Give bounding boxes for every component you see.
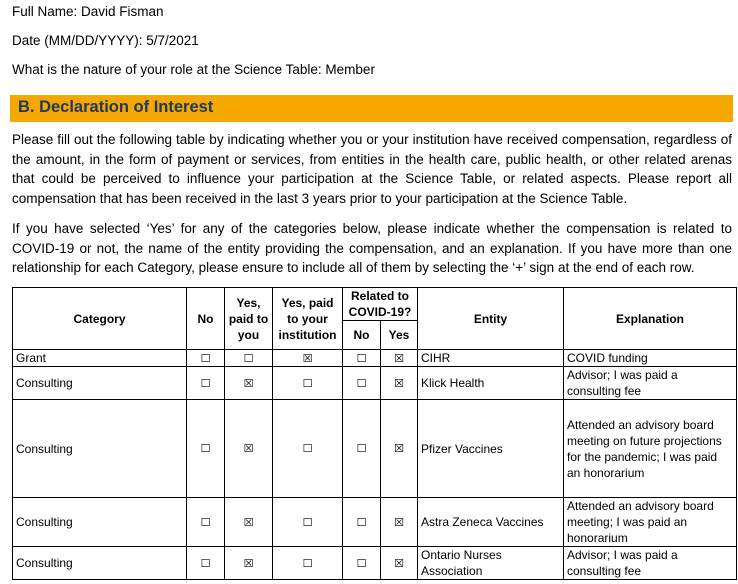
paid-to-institution-checkbox[interactable]: ☐ <box>273 367 343 400</box>
entity-cell: Pfizer Vaccines <box>418 400 564 498</box>
header-yes-paid-to-you: Yes, paid to you <box>225 288 273 350</box>
covid-yes-checkbox[interactable]: ☒ <box>381 367 418 400</box>
category-cell: Grant <box>13 350 187 367</box>
entity-cell: Astra Zeneca Vaccines <box>418 498 564 547</box>
paid-to-institution-checkbox[interactable]: ☒ <box>273 350 343 367</box>
instructions-paragraph-2: If you have selected ‘Yes’ for any of the categories below, please indicate whether the compensation is related to COVID-19 or not, the name of the entity providing the compensation, and an explanation. If you have more than one relationship for each Category, please ensure to include all of them by selecting the ‘+’ sign at the end of each row. <box>12 221 732 275</box>
no-checkbox[interactable]: ☐ <box>187 547 225 580</box>
entity-cell: Klick Health <box>418 367 564 400</box>
header-explanation: Explanation <box>564 288 737 350</box>
explanation-cell: Attended an advisory board meeting on future projections for the pandemic; I was paid an honorarium <box>564 400 737 498</box>
header-related-yes: Yes <box>381 321 418 350</box>
covid-no-checkbox[interactable]: ☐ <box>343 350 381 367</box>
table-row <box>13 400 737 498</box>
header-no: No <box>187 288 225 350</box>
paid-to-institution-checkbox[interactable]: ☐ <box>273 547 343 580</box>
declaration-table <box>12 287 737 580</box>
category-cell: Consulting <box>13 400 187 498</box>
covid-no-checkbox[interactable]: ☐ <box>343 547 381 580</box>
category-cell: Consulting <box>13 367 187 400</box>
covid-yes-checkbox[interactable]: ☒ <box>381 400 418 498</box>
role-line: What is the nature of your role at the Science Table: Member <box>12 62 375 77</box>
covid-yes-checkbox[interactable]: ☒ <box>381 498 418 547</box>
date-line: Date (MM/DD/YYYY): 5/7/2021 <box>12 33 199 48</box>
explanation-cell: Advisor; I was paid a consulting fee <box>564 547 737 580</box>
paid-to-you-checkbox[interactable]: ☒ <box>225 498 273 547</box>
table-row <box>13 367 737 400</box>
full-name-line: Full Name: David Fisman <box>12 4 164 19</box>
paid-to-you-checkbox[interactable]: ☒ <box>225 400 273 498</box>
explanation-cell: Attended an advisory board meeting; I was paid an honorarium <box>564 498 737 547</box>
no-checkbox[interactable]: ☐ <box>187 400 225 498</box>
explanation-cell: COVID funding <box>564 350 737 367</box>
paid-to-institution-checkbox[interactable]: ☐ <box>273 400 343 498</box>
no-checkbox[interactable]: ☐ <box>187 367 225 400</box>
covid-yes-checkbox[interactable]: ☒ <box>381 547 418 580</box>
header-entity: Entity <box>418 288 564 350</box>
table-row <box>13 350 737 367</box>
header-related-to-covid: Related to COVID-19? <box>343 288 418 321</box>
category-cell: Consulting <box>13 547 187 580</box>
header-category: Category <box>13 288 187 350</box>
covid-no-checkbox[interactable]: ☐ <box>343 400 381 498</box>
table-header-row <box>13 288 737 321</box>
section-title: B. Declaration of Interest <box>18 98 214 116</box>
paid-to-you-checkbox[interactable]: ☒ <box>225 547 273 580</box>
instructions-paragraph-1: Please fill out the following table by indicating whether you or your institution have received compensation, regardless of the amount, in the form of payment or services, from entities in the health care, public health, or other related arenas that could be perceived to influence your participation at the Science Table, or related aspects. Please report all compensation that has been received in the last 3 years prior to your participation at the Science Table. <box>12 132 732 206</box>
entity-cell: CIHR <box>418 350 564 367</box>
table-row <box>13 547 737 580</box>
covid-yes-checkbox[interactable]: ☒ <box>381 350 418 367</box>
table-row <box>13 498 737 547</box>
paid-to-institution-checkbox[interactable]: ☐ <box>273 498 343 547</box>
category-cell: Consulting <box>13 498 187 547</box>
covid-no-checkbox[interactable]: ☐ <box>343 367 381 400</box>
section-header-bar <box>10 95 733 122</box>
paid-to-you-checkbox[interactable]: ☒ <box>225 367 273 400</box>
header-related-no: No <box>343 321 381 350</box>
explanation-cell: Advisor; I was paid a consulting fee <box>564 367 737 400</box>
no-checkbox[interactable]: ☐ <box>187 350 225 367</box>
entity-cell: Ontario Nurses Association <box>418 547 564 580</box>
no-checkbox[interactable]: ☐ <box>187 498 225 547</box>
header-yes-paid-to-institution: Yes, paid to your institution <box>273 288 343 350</box>
covid-no-checkbox[interactable]: ☐ <box>343 498 381 547</box>
paid-to-you-checkbox[interactable]: ☐ <box>225 350 273 367</box>
